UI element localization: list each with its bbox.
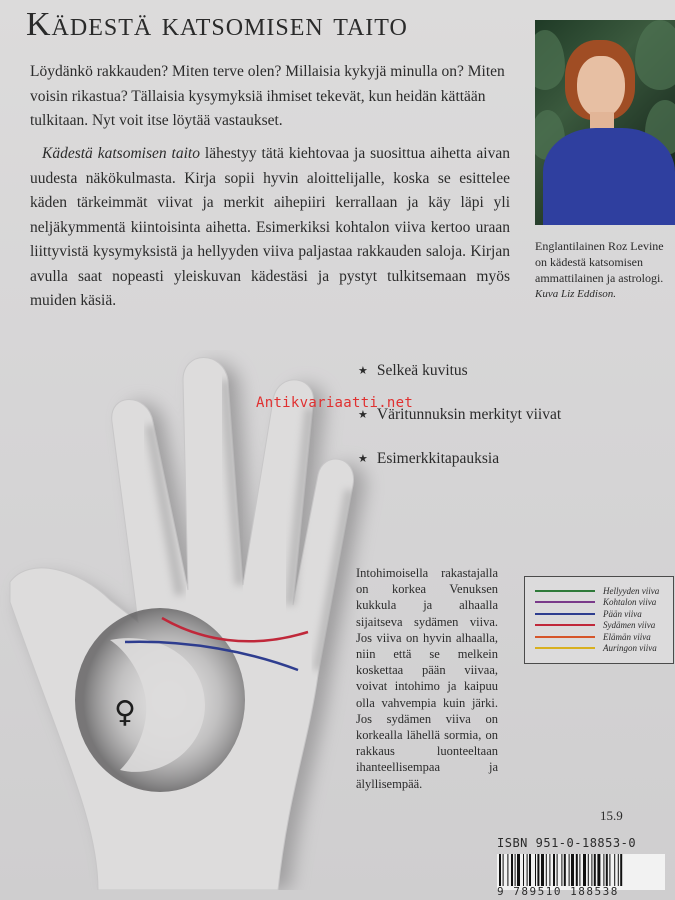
price: 15.9	[600, 808, 623, 823]
book-title: Kädestä katsomisen taito	[26, 6, 408, 43]
star-icon: ★	[358, 453, 368, 465]
feature-list	[358, 362, 561, 494]
barcode-bar	[614, 854, 615, 886]
barcode-bar	[591, 854, 592, 886]
barcode-bar	[620, 854, 622, 886]
intro-paragraph: Löydänkö rakkauden? Miten terve olen? Millaisia kykyjä minulla on? Miten voisin rikastua? Tällaisia kysymyksiä ihmiset tekevät, kun heidän kättään tulkitaan. Nyt voit itse löytää vastaukset.	[30, 63, 505, 129]
caption-line-3: ammattilainen ja astrologi.	[535, 271, 664, 285]
feature-label: Selkeä kuvitus	[376, 362, 468, 379]
star-icon: ★	[358, 409, 368, 421]
barcode-bar	[618, 854, 619, 886]
barcode-bar	[561, 854, 562, 886]
legend-swatch	[535, 647, 595, 649]
barcode-bar	[529, 854, 531, 886]
barcode-bar	[515, 854, 516, 886]
barcode-bar	[588, 854, 589, 886]
feature-label: Esimerkkitapauksia	[376, 450, 500, 467]
feature-item	[358, 450, 561, 494]
legend-swatch	[535, 624, 595, 626]
isbn: ISBN 951-0-18853-0	[497, 836, 637, 850]
legend-item	[535, 597, 667, 609]
barcode-number: 9 789510 188538	[497, 885, 619, 898]
barcode-bar	[517, 854, 520, 886]
barcode-bar	[571, 854, 574, 886]
barcode-bar	[546, 854, 547, 886]
barcode-bar	[597, 854, 600, 886]
barcode-bar	[603, 854, 604, 886]
venus-symbol: ♀	[114, 695, 136, 730]
barcode-bar	[594, 854, 596, 886]
barcode-bar	[523, 854, 524, 886]
legend-label: Elämän viiva	[603, 631, 651, 642]
barcode-bar	[579, 854, 580, 886]
caption-line-1: Englantilainen Roz Levine	[535, 239, 664, 253]
legend-swatch	[535, 601, 595, 603]
description-book-title: Kädestä katsomisen taito	[42, 145, 200, 162]
barcode-bar	[557, 854, 558, 886]
feature-label: Väritunnuksin merkityt viivat	[376, 406, 562, 423]
barcode-bar	[527, 854, 528, 886]
legend-swatch	[535, 613, 595, 615]
barcode-bar	[537, 854, 539, 886]
barcode-bar	[507, 854, 508, 886]
barcode-bar	[535, 854, 536, 886]
legend-item	[535, 620, 667, 632]
legend-item	[535, 643, 667, 655]
barcode-bar	[569, 854, 570, 886]
author-caption	[535, 238, 675, 302]
legend-item	[535, 631, 667, 643]
barcode-bar	[609, 854, 610, 886]
legend-label: Kohtalon viiva	[603, 597, 657, 608]
barcode-bar	[564, 854, 566, 886]
barcode-bar	[511, 854, 513, 886]
legend-label: Pään viiva	[603, 608, 642, 619]
barcode-bar	[549, 854, 550, 886]
barcode-bar	[499, 854, 501, 886]
legend-item	[535, 608, 667, 620]
photo-credit: Kuva Liz Eddison.	[535, 288, 616, 300]
venus-mount-description: Intohimoisella rakastajalla on korkea Venuksen kukkula ja alhaalla sijaitseva sydämen viiva. Jos viiva on hyvin alhaalla, niin että se melkein koskettaa pään viivaa, voivat intohimo ja kaipuu olla vahvempia kuin järki. Jos sydämen viiva on korkealla lähellä sormia, on rakkaus luonteeltaan ihanteellisempaa ja älyllisempää.	[356, 566, 498, 791]
author-photo	[535, 20, 675, 225]
line-legend	[524, 576, 674, 664]
description-text: lähestyy tätä kiehtovaa ja suosittua aihetta aivan uudesta näkökulmasta. Kirja sopii hyvin aloittelijalle, koska se esittelee käden tärkeimmät viivat ja merkit aihepiiri kerrallaan ja käy läpi yli neljäkymmentä kiintoisinta aihetta. Esimerkiksi kohtalon viiva kertoo uraan liittyvistä kysymyksistä ja hellyyden viiva paljastaa rakkauden saloja. Kirjan avulla saat nopeasti yleiskuvan kädestäsi ja pystyt tulkitsemaan myös muiden käsiä.	[30, 145, 510, 309]
legend-swatch	[535, 636, 595, 638]
feature-item	[358, 406, 561, 450]
star-icon: ★	[358, 365, 368, 377]
legend-label: Hellyyden viiva	[603, 585, 660, 596]
barcode-bar	[553, 854, 555, 886]
watermark: Antikvariaatti.net	[256, 395, 414, 411]
description-paragraph	[30, 142, 510, 314]
barcode-bar	[606, 854, 608, 886]
legend-item	[535, 585, 667, 597]
legend-label: Auringon viiva	[603, 643, 657, 654]
barcode-bar	[576, 854, 578, 886]
barcode-bar	[583, 854, 586, 886]
legend-label: Sydämen viiva	[603, 620, 656, 631]
caption-line-2: on kädestä katsomisen	[535, 255, 643, 269]
barcode-bar	[503, 854, 504, 886]
barcode-bar	[541, 854, 544, 886]
legend-swatch	[535, 590, 595, 592]
